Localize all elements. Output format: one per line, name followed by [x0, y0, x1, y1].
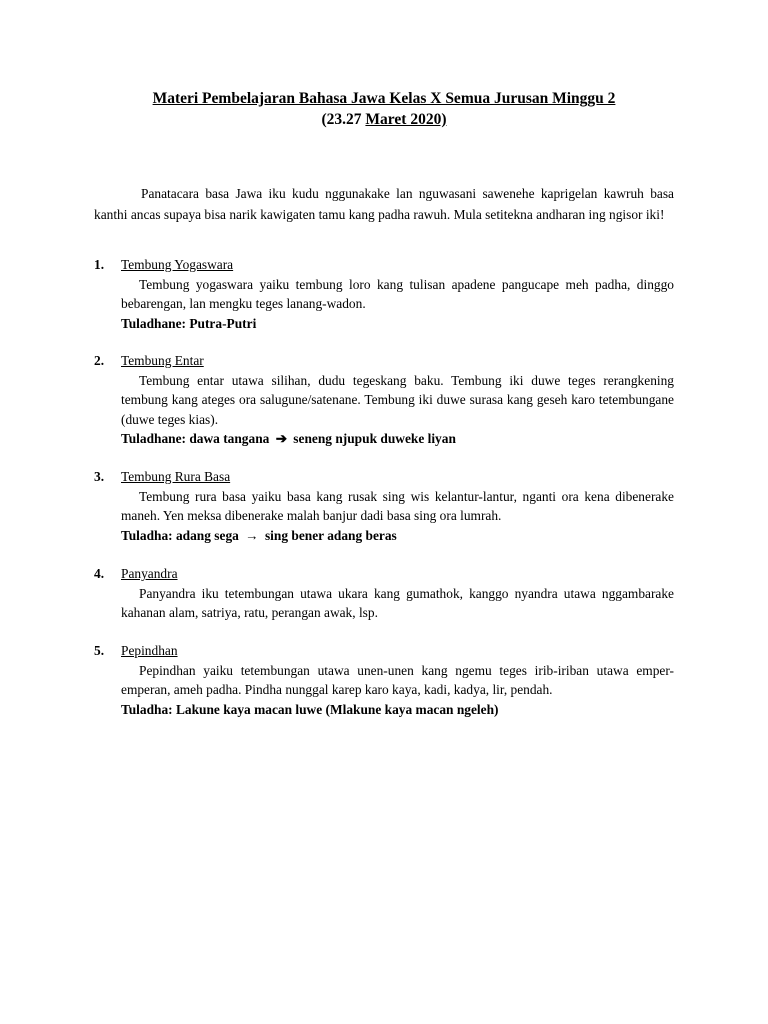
- item-heading: Tembung Yogaswara: [121, 257, 234, 272]
- item-heading: Tembung Entar: [121, 353, 204, 368]
- arrow-icon: ➔: [275, 431, 287, 446]
- list-item: [94, 467, 674, 545]
- item-example: Tuladha: Lakune kaya macan luwe (Mlakune kaya macan ngeleh): [121, 701, 499, 717]
- example-prefix: Tuladha: adang sega: [121, 527, 239, 543]
- item-body: Tembung yogaswara yaiku tembung loro kang tulisan apadene pangucape meh padha, dinggo bebarengan, lan mengku teges lanang-wadon.: [121, 276, 674, 311]
- example-suffix: sing bener adang beras: [264, 527, 397, 543]
- item-number: 2.: [94, 353, 105, 368]
- document-title: [0, 88, 768, 130]
- item-example: [121, 526, 674, 546]
- item-example: Tuladhane: Putra-Putri: [121, 315, 257, 331]
- example-prefix: Tuladhane: dawa tangana: [121, 431, 270, 446]
- list-item: [94, 641, 674, 719]
- item-number: 5.: [94, 643, 105, 658]
- list-item: [94, 351, 674, 449]
- item-number: 1.: [94, 257, 105, 272]
- list-item: [94, 255, 674, 333]
- item-heading: Pepindhan: [121, 643, 178, 658]
- item-body: Tembung entar utawa silihan, dudu tegeskang baku. Tembung iki duwe teges rerangkening tembung kang ateges ora salugune/satenane. Tembung iki duwe surasa kang geseh karo tetembungane (duwe teges kias).: [121, 372, 674, 427]
- title-line-2: [0, 109, 768, 130]
- list-item: [94, 564, 674, 623]
- example-suffix: seneng njupuk duweke liyan: [293, 431, 456, 446]
- item-heading: Panyandra: [121, 566, 178, 581]
- item-number: 4.: [94, 566, 105, 581]
- arrow-icon: →: [245, 527, 259, 543]
- item-body: Tembung rura basa yaiku basa kang rusak sing wis kelantur-lantur, nganti ora kena dibenerake maneh. Yen meksa dibenerake malah banjur dadi basa sing ora lumrah.: [121, 488, 674, 523]
- title-date-prefix: (23.27: [321, 111, 362, 128]
- title-date: Maret 2020): [365, 111, 447, 128]
- item-number: 3.: [94, 469, 105, 484]
- title-line-1: Materi Pembelajaran Bahasa Jawa Kelas X Semua Jurusan Minggu 2: [152, 90, 616, 107]
- item-heading: Tembung Rura Basa: [121, 469, 231, 484]
- item-example: [121, 429, 674, 449]
- item-body: Pepindhan yaiku tetembungan utawa unen-unen kang ngemu teges irib-iriban utawa emper-emperan, ameh padha. Pindha nunggal karep karo kaya, kadi, kadya, lir, pendah.: [121, 662, 674, 697]
- item-body: Panyandra iku tetembungan utawa ukara kang gumathok, kanggo nyandra utawa nggambarake kahanan alam, satriya, ratu, perangan awak, lsp.: [121, 585, 674, 620]
- intro-paragraph: Panatacara basa Jawa iku kudu nggunakake lan nguwasani sawenehe kaprigelan kawruh basa kanthi ancas supaya bisa narik kawigaten tamu kang padha rawuh. Mula setitekna andharan ing ngisor iki!: [94, 186, 674, 222]
